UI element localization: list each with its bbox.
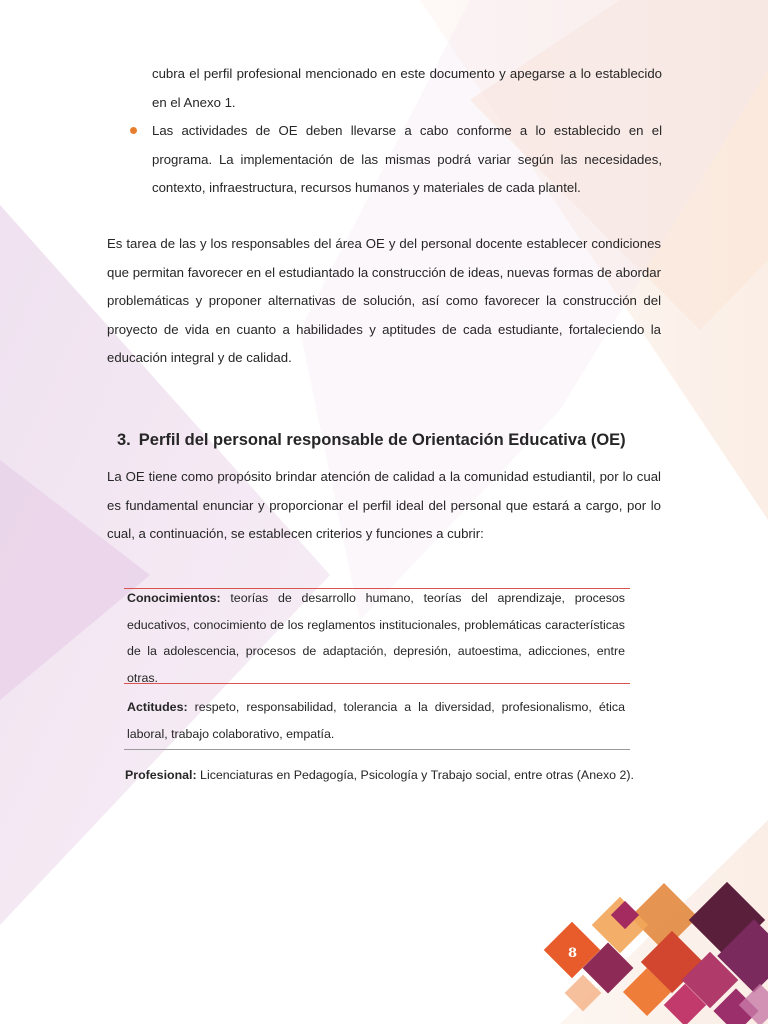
conocimientos-block xyxy=(127,585,625,691)
bullet-continuation-text: cubra el perfil profesional mencionado en este documento y apegarse a lo establecido en el Anexo 1. xyxy=(152,66,662,110)
divider-line xyxy=(124,749,630,750)
intro-paragraph: Es tarea de las y los responsables del área OE y del personal docente establecer condiciones que permitan favorecer en el estudiantado la construcción de ideas, nuevas formas de abordar problemáticas y proponer alternativas de solución, así como favorecer la construcción del proyecto de vida en cuanto a habilidades y aptitudes de cada estudiante, fortaleciendo la educación integral y de calidad. xyxy=(107,236,661,365)
section-title: Perfil del personal responsable de Orientación Educativa (OE) xyxy=(138,431,626,449)
section-number: 3. xyxy=(117,431,131,449)
profesional-label: Profesional: xyxy=(125,768,197,782)
profesional-text: Licenciaturas en Pedagogía, Psicología y Trabajo social, entre otras (Anexo 2). xyxy=(196,768,634,782)
conocimientos-label: Conocimientos: xyxy=(127,591,221,605)
actitudes-label: Actitudes: xyxy=(127,700,188,714)
conocimientos-text: teorías de desarrollo humano, teorías del aprendizaje, procesos educativos, conocimiento de los reglamentos institucionales, problemáticas características de la adolescencia, procesos de adaptación, depresión, autoestima, adicciones, entre otras. xyxy=(127,591,625,685)
section-heading xyxy=(117,431,626,450)
bullet-item-text: Las actividades de OE deben llevarse a cabo conforme a lo establecido en el programa. La implementación de las mismas podrá variar según las necesidades, contexto, infraestructura, recursos humanos y materiales de cada plantel. xyxy=(152,123,662,195)
actitudes-text: respeto, responsabilidad, tolerancia a la diversidad, profesionalismo, ética laboral, trabajo colaborativo, empatía. xyxy=(127,700,625,741)
page-number: 8 xyxy=(568,946,578,961)
section-paragraph: La OE tiene como propósito brindar atención de calidad a la comunidad estudiantil, por lo cual es fundamental enunciar y proporcionar el perfil ideal del personal que estará a cargo, por lo cual, a continuación, se establecen criterios y funciones a cubrir: xyxy=(107,469,661,541)
actitudes-block xyxy=(127,694,625,747)
bullet-dot-icon xyxy=(130,127,137,134)
profesional-block xyxy=(125,762,645,789)
